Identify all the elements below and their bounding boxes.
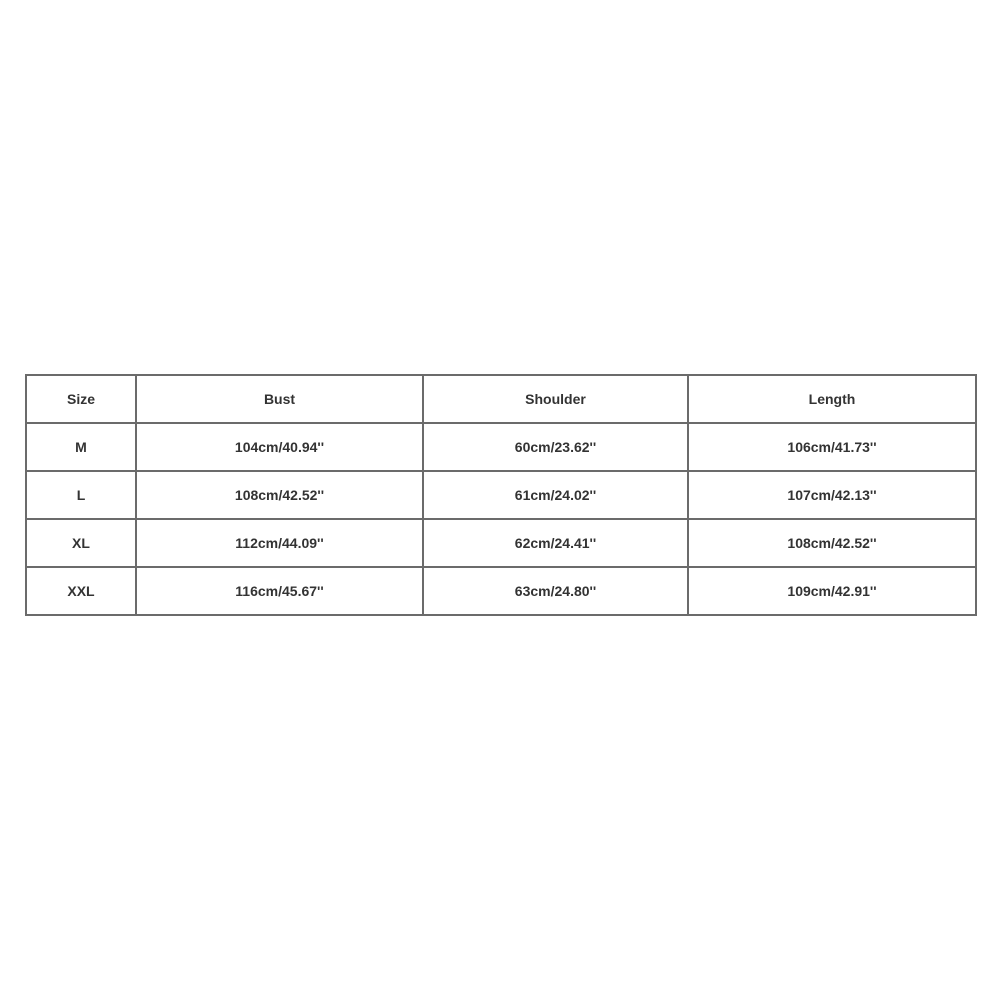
cell-length: 106cm/41.73''	[688, 423, 976, 471]
cell-bust: 104cm/40.94''	[136, 423, 423, 471]
cell-shoulder: 60cm/23.62''	[423, 423, 688, 471]
header-size: Size	[26, 375, 136, 423]
header-shoulder: Shoulder	[423, 375, 688, 423]
cell-length: 108cm/42.52''	[688, 519, 976, 567]
cell-size: M	[26, 423, 136, 471]
cell-shoulder: 62cm/24.41''	[423, 519, 688, 567]
cell-shoulder: 61cm/24.02''	[423, 471, 688, 519]
table-row	[26, 567, 976, 615]
header-length: Length	[688, 375, 976, 423]
cell-bust: 112cm/44.09''	[136, 519, 423, 567]
cell-size: L	[26, 471, 136, 519]
cell-length: 109cm/42.91''	[688, 567, 976, 615]
table-row	[26, 471, 976, 519]
cell-bust: 108cm/42.52''	[136, 471, 423, 519]
cell-length: 107cm/42.13''	[688, 471, 976, 519]
table-row	[26, 423, 976, 471]
cell-size: XL	[26, 519, 136, 567]
size-chart-table	[25, 374, 977, 616]
cell-shoulder: 63cm/24.80''	[423, 567, 688, 615]
cell-bust: 116cm/45.67''	[136, 567, 423, 615]
table-header-row	[26, 375, 976, 423]
cell-size: XXL	[26, 567, 136, 615]
header-bust: Bust	[136, 375, 423, 423]
table-row	[26, 519, 976, 567]
